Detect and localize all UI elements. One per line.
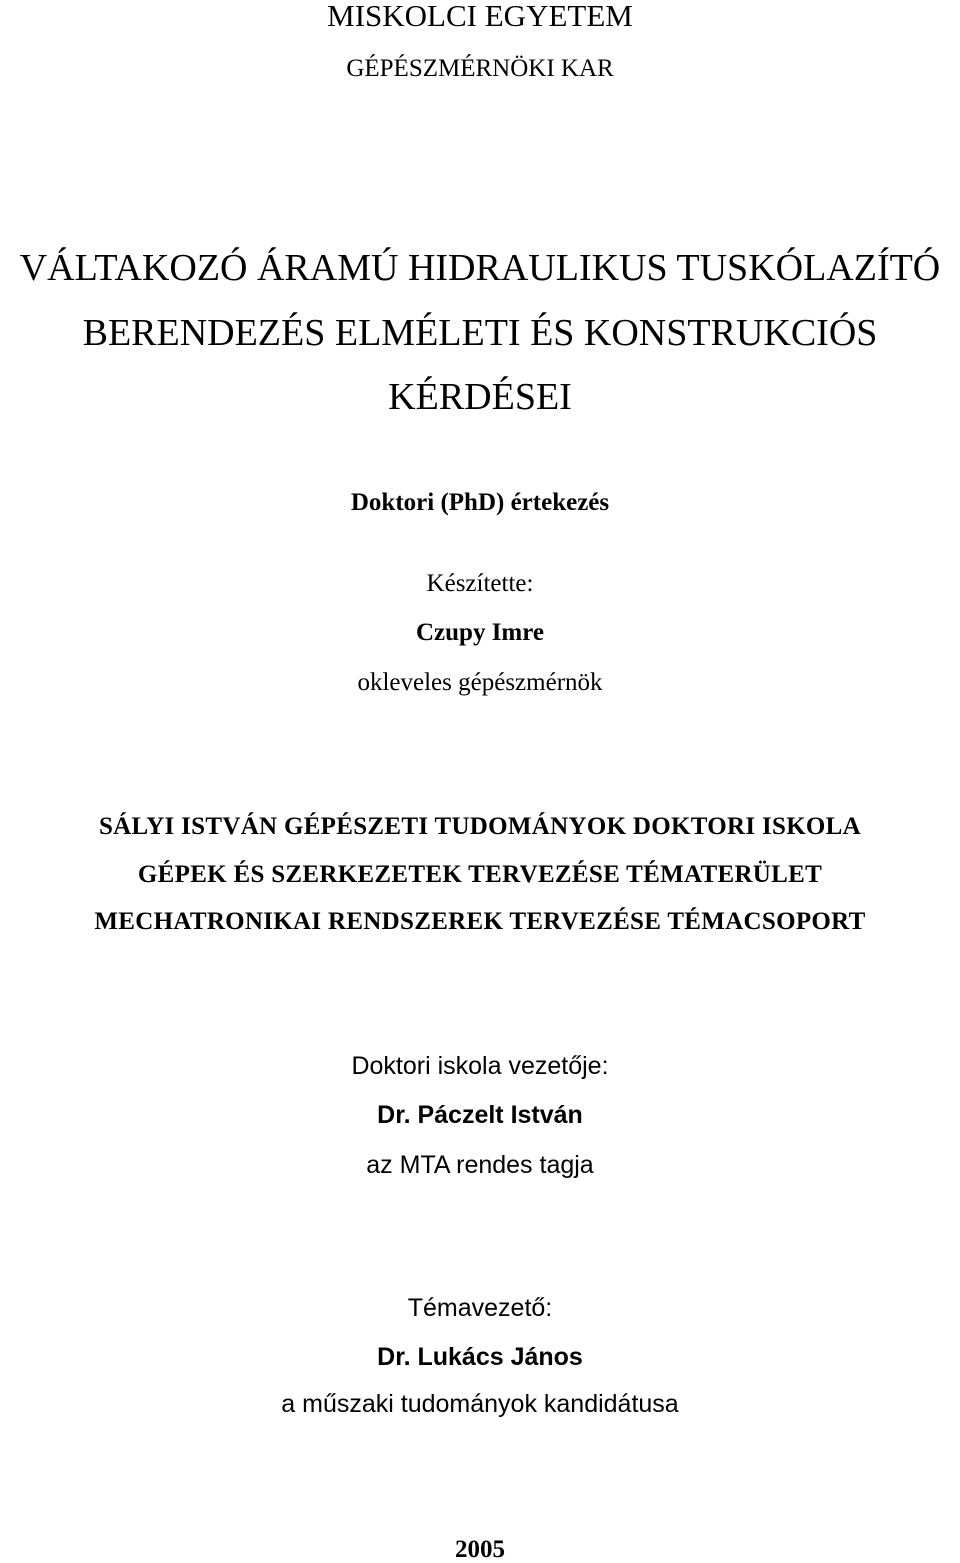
- author-name: Czupy Imre: [415, 619, 544, 646]
- university-name: MISKOLCI EGYETEM: [327, 0, 633, 33]
- school-head-title: az MTA rendes tagja: [366, 1151, 594, 1179]
- thesis-title-line: BERENDEZÉS ELMÉLETI ÉS KONSTRUKCIÓS: [82, 312, 878, 354]
- author-label: Készítette:: [426, 570, 534, 597]
- school-head-label: Doktori iskola vezetője:: [351, 1052, 609, 1080]
- thesis-type: Doktori (PhD) értekezés: [350, 489, 610, 516]
- supervisor-title: a műszaki tudományok kandidátusa: [281, 1390, 679, 1418]
- supervisor-label: Témavezető:: [407, 1294, 553, 1322]
- thesis-title-line: VÁLTAKOZÓ ÁRAMÚ HIDRAULIKUS TUSKÓLAZÍTÓ: [19, 247, 941, 289]
- author-degree: okleveles gépészmérnök: [357, 669, 603, 696]
- research-group: MECHATRONIKAI RENDSZEREK TERVEZÉSE TÉMACSOPORT: [94, 908, 866, 935]
- research-field: GÉPEK ÉS SZERKEZETEK TERVEZÉSE TÉMATERÜLET: [137, 861, 823, 888]
- supervisor-name: Dr. Lukács János: [377, 1343, 583, 1371]
- doctoral-school: SÁLYI ISTVÁN GÉPÉSZETI TUDOMÁNYOK DOKTORI ISKOLA: [98, 813, 862, 840]
- school-head-name: Dr. Páczelt István: [377, 1101, 583, 1129]
- faculty-name: GÉPÉSZMÉRNÖKI KAR: [346, 55, 614, 82]
- thesis-title-line: KÉRDÉSEI: [388, 376, 572, 418]
- year: 2005: [455, 1536, 505, 1563]
